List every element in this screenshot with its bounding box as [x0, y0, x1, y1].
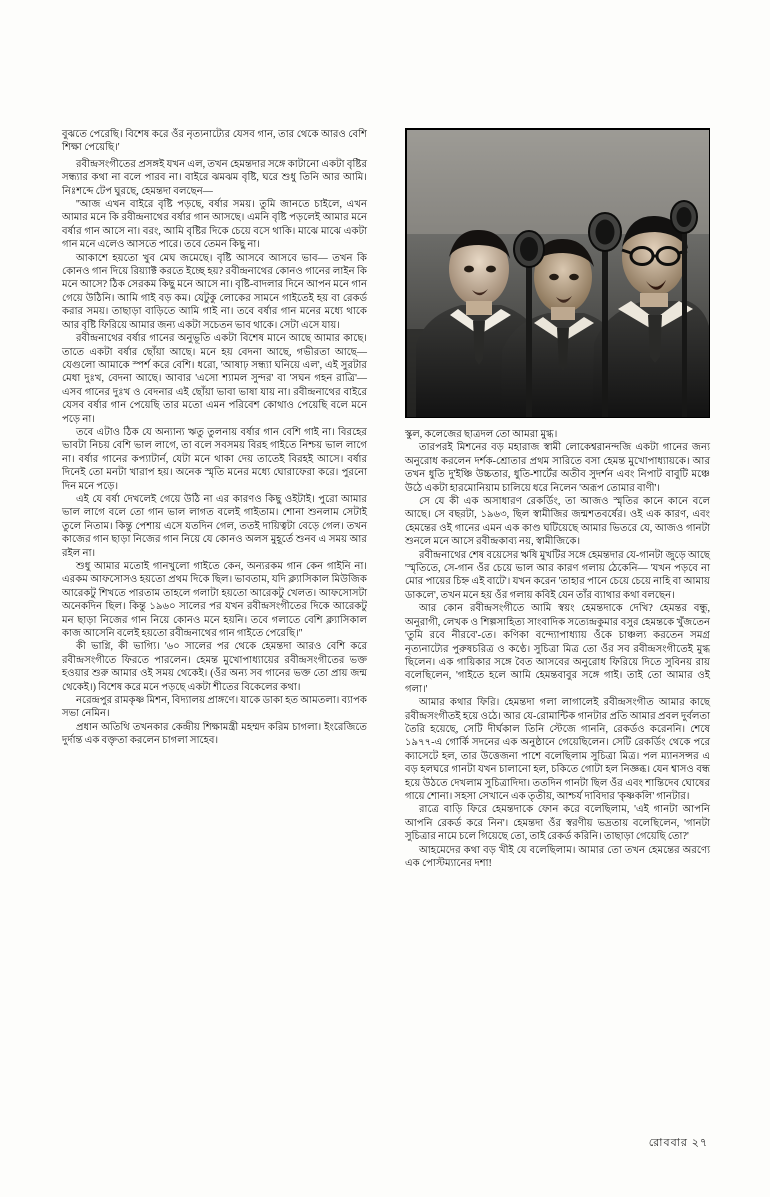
paragraph: আমার কথার ফিরি। হেমন্তদা গলা লাগালেই রবীন্দ্রসংগীত আমার কাছে রবীন্দ্রসংগীতই হয়ে ওঠে। আর যে-রোমান্টিক গানটার প্রতি আমার প্রবল দুর্বলতা তৈরি হয়েছে, সেটি দীর্ঘকাল তিনি স্টেজে গাননি, রেকর্ডও করেননি। শেষে ১৯৭৭-এ গোর্কি সদনের এক অনুষ্ঠানে গেয়েছিলেন। সেটি রেকর্ডিং থেকে পরে ক্যাসেটে হল, তার উত্তেজনা পাশে বলেছিলাম সুচিত্রা মিত্র। পল ম্যানসন্সর এ বড় হলঘরে গানটা যখন চালানো হল, চকিতে গোটা হল নিজ্ঞব্ধ। যেন শ্বাসও বন্ধ হয়ে উঠতে দেখলাম সুচিত্রাদিদা। ততদিন গানটা ছিল ওঁর এবং শান্তিদেব ঘোষের গায়ে শোনা। সহসা সেখানে এক তৃতীয়, আশ্চর্য দাবিদার 'কৃষ্ণকলি' গানটার। — [405, 697, 710, 802]
paragraph: রবীন্দ্রনাথের বর্ষার গানের অনুভূতি একটা বিশেষ মানে আছে আমার কাছে। তাতে একটা বর্ষার ছোঁয়া আছে। মনে হয় বেদনা আছে, গভীরতা আছে— যেগুলো আমাকে স্পর্শ করে বেশি। ধরো, 'আষাঢ় সন্ধ্যা ঘনিয়ে এল', এই সুরটার মেধা দুঃখ, বেদনা আছে। আবার 'এসো শ্যামল সুন্দর' বা 'সঘন গহন রাত্রি'— এসব গানের দুঃখ ও বেদনার এই ছোঁয়া ভাবা ভাষা যায় না। রবীন্দ্রনাথের বাইরে যেসব বর্ষার গান পেয়েছি তার মতো এমন পরিবেশ কোথাও পেয়েছি বলে মনে পড়ে না। — [62, 333, 367, 425]
paragraph: ''আজ এখন বাইরে বৃষ্টি পড়ছে, বর্ষার সময়। তুমি জানতে চাইলে, এখন আমার মনে কি রবীন্দ্রনাথের বর্ষার গান আসছে। এমনি বৃষ্টি পড়লেই আমার মনে বর্ষার গান আসে না। বরং, আমি বৃষ্টির দিকে চেয়ে বসে থাকি। মাঝে মাঝে একটা গান মনে এলেও আসতে পারে। তবে তেমন কিছু না। — [62, 199, 367, 251]
paragraph: বুঝতে পেরেছি। বিশেষ করে ওঁর নৃত্যনাট্যের যেসব গান, তার থেকে আরও বেশি শিক্ষা পেয়েছি।' — [62, 129, 367, 154]
left-text-column — [62, 128, 367, 748]
paragraph: এই যে বর্ষা দেখলেই গেয়ে উঠি না এর কারণও কিছু ওইটাই। পুরো আমার ভাল লাগে বলে তো গান ভাল লাগত বলেই গাইতাম। শোনা শুনলাম সেটাই তুলে নিতাম। কিন্তু পেশায় এসে যতদিন গেল, ততই দায়িত্বটা বেড়ে গেল। তখন কাজের গান ছাড়া নিজের গান নিয়ে যে কোনও অলস মুহূর্তে শুনব এ সময় আর রইল না। — [62, 493, 367, 559]
paragraph: কী ভাগ্নি, কী ভাগ্যি। '৬০ সালের পর থেকে হেমন্তদা আরও বেশি করে রবীন্দ্রসংগীতে ফিরতে পারলেন। হেমন্ত মুখোপাধ্যায়ের রবীন্দ্রসংগীতের ভক্ত হওয়ার শুরু আমার ওই সময় থেকেই। (ওঁর অন্য সব গানের ভক্ত তো প্রায় জন্ম থেকেই।) বিশেষ করে মনে পড়ছে একটা শীতের বিকেলের কথা। — [62, 641, 367, 693]
article-columns — [62, 128, 710, 1128]
paragraph: রবীন্দ্রনাথের শেষ বয়েসের ঋষি মুখটির সঙ্গে হেমন্তদার যে-গানটা জুড়ে আছে 'স্মৃতিতে, সে-গান ওঁর চেয়ে ভাল আর কারণ গলায় ঠেকেনি— 'যখন পড়বে না মোর পায়ের চিহ্ন এই বাটে'। যখন করেন 'তাহার পানে চেয়ে চেয়ে নাহি বা আমায় ডাকলে', তখন মনে হয় ওঁর গলায় কবিই যেন তাঁর ব্যাথার কথা বলছেন। — [405, 549, 710, 601]
page-footer: রোববার ২৭ — [648, 1137, 708, 1149]
right-text-column — [405, 128, 710, 870]
paragraph: তবে এটাও ঠিক যে অন্যান্য ঋতু তুলনায় বর্ষার গান বেশি গাই না। বিরহের ভাবটা নিচয় বেশি ভাল লাগে, তা বলে সবসময় বিরহ গাইতে নিশ্চয় ভাল লাগে না। বর্ষার গানের কপ্যাটার্ন, যেটা মনে থাকা দেয় তাতেই বিরহই আসে। বর্ষার দিনেই তো মনটা খারাপ হয়। অনেক স্মৃতি মনের মধ্যে ঘোরাফেরা করে। পুরনো দিন মনে পড়ে। — [62, 426, 367, 492]
photo-spacer — [405, 128, 710, 428]
paragraph: স্কুল, কলেজের ছাত্রদল তো আমরা মুগ্ধ। — [405, 429, 558, 440]
paragraph: সে যে কী এক অসাধারণ রেকর্ডিং, তা আজও স্মৃতির কানে কানে বলে আছে। সে বছরটা, ১৯৬৩, ছিল স্বামীজির জন্মশতবর্ষের। ওই এক কারণ, এবং হেমন্তের ওই গানের এমন এক কাণ্ড ঘটিয়েছে আমার ভিতরে যে, আজও গানটা শুনলে মনে আসে রবীন্দ্রকাব্য নয়, স্বামীজিকে। — [405, 496, 710, 548]
paragraph: নরেন্দ্রপুর রামকৃষ্ণ মিশন, বিদ্যালয় প্রাঙ্গণে। যাকে ডাকা হত আমতলা। ব্যাপক সভা নেমিন। — [62, 695, 367, 720]
paragraph: প্রধান অতিথি তখনকার কেন্দ্রীয় শিক্ষামন্ত্রী মহম্মদ করিম চাগলা। ইংরেজিতে দুর্দান্ত এক বক্তৃতা করলেন চাগলা সাহেব। — [62, 721, 367, 747]
paragraph: রবীন্দ্রসংগীতের প্রসঙ্গই যখন এল, তখন হেমন্তদার সঙ্গে কাটানো একটা বৃষ্টির সন্ধ্যার কথা না বলে পারব না। বাইরে ঝমঝম বৃষ্টি, ঘরে শুধু তিনি আর আমি। নিঃশব্দে টেপ ঘুরছে, হেমন্তদা বলছেন— — [62, 158, 367, 197]
paragraph: আর কোন রবীন্দ্রসংগীতে আমি স্বয়ং হেমন্তদাকে দেখি? হেমন্তর বন্ধু, অনুরাগী, লেখক ও শিল্পসাহিত্য সাংবাদিক সত্যেন্দ্রকুমার বসুর হেমন্তকে খুঁজতেন 'তুমি রবে নীরবে'-তে। কণিকা বন্দ্যোপাধ্যায় ওঁকে চাঞ্চল্য করতেন সমগ্র নৃত্যনাট্যের পুরুষচরিত্র ও কণ্ঠে। সুচিত্রা মিত্র তো ওঁর সব রবীন্দ্রসংগীতেই মুগ্ধ ছিলেন। এক গায়িকার সঙ্গে বৈত আসবের অনুরোধ ফিরিয়ে দিতে সুবিনয় রায় বলেছিলেন, 'গাইতে হলে আমি হেমন্তবাবুর সঙ্গে গাই। তাই তো আমার ওই গলা।' — [405, 603, 710, 695]
paragraph: আহমেদের কথা বড় খীই যে বলেছিলাম। আমার তো তখন হেমন্তের অরণ্যে এক পোস্টম্যানের দশা! — [405, 844, 710, 869]
paragraph: আকাশে হয়তো খুব মেঘ জমেছে। বৃষ্টি আসবে আসবে ভাব— তখন কি কোনও গান দিয়ে রিয়্যাক্ট করতে ইচ্ছে হয়? রবীন্দ্রনাথের কোনও গানের লাইন কি মনে আসে? ঠিক সেরকম কিছু মনে আসে না। বৃষ্টি-বাদলার দিনে আপন মনে গান গেয়ে উঠিনি। আমি গাই বড় কম। যেটুকু লোকের সামনে গাইতেই হয় বা রেকর্ড করার সময়। তাছাড়া বাড়িতে আমি গাই না। তবে বর্ষার গান মনের মধ্যে থাকে আর বৃষ্টি ফিরিয়ে আমার জন্য একটা সচেতন ভাব থাকে। সেটা এসে যায়। — [62, 252, 367, 331]
paragraph: রাত্রে বাড়ি ফিরে হেমন্তদাকে ফোন করে বলেছিলাম, 'এই গানটা আপনি আপনি রেকর্ড করে নিন'। হেমন্তদা ওঁর স্বরণীয় ভদ্রতায় বলেছিলেন, 'গানটা সুচিত্রার নামে চলে গিয়েছে তো, তাই রেকর্ড করিনি। তাছাড়া গেয়েছি তো?' — [405, 804, 710, 843]
paragraph: তারপরই মিশনের বড় মহারাজ স্বামী লোকেশ্বরানন্দজি একটা গানের জন্য অনুরোধ করলেন দর্শক-শ্রোতার প্রথম সারিতে বসা হেমন্ত মুখোপাধ্যায়কে। আর তখন ধুতি দু'ইঞ্চি উচ্চতার, ধুতি-শার্টের অতীব সুদর্শন এবং নিপাট বাবুটি মঞ্চে উঠে একটা হারমোনিয়াম চালিয়ে ধরে নিলেন 'অরূপ তোমার বাণী'। — [405, 442, 710, 494]
paragraph: শুধু আমার মতোই গানখুলো গাইতে কেন, অন্যরকম গান কেন গাইনি না। এরকম আফসোসও হয়তো প্রথম দিকে ছিল। ভাবতাম, যদি ক্ল্যাসিকাল মিউজিক আরেকটু শিখতে পারতাম তাহলে গলাটা হয়তো আরেকটু খেলত। আফসোসটা অনেকদিন ছিল। কিন্তু ১৯৬০ সালের পর যখন রবীন্দ্রসংগীতের দিকে আরেকটু মন ছাড়া নিজের গান নিয়ে কোনও মনে হয়নি। তবে গলাতে বেশি ক্ল্যাসিকাল কাজ আসেনি বলেই হয়তো রবীন্দ্রনাথের গান গাইতে পেরেছি।'' — [62, 561, 367, 640]
